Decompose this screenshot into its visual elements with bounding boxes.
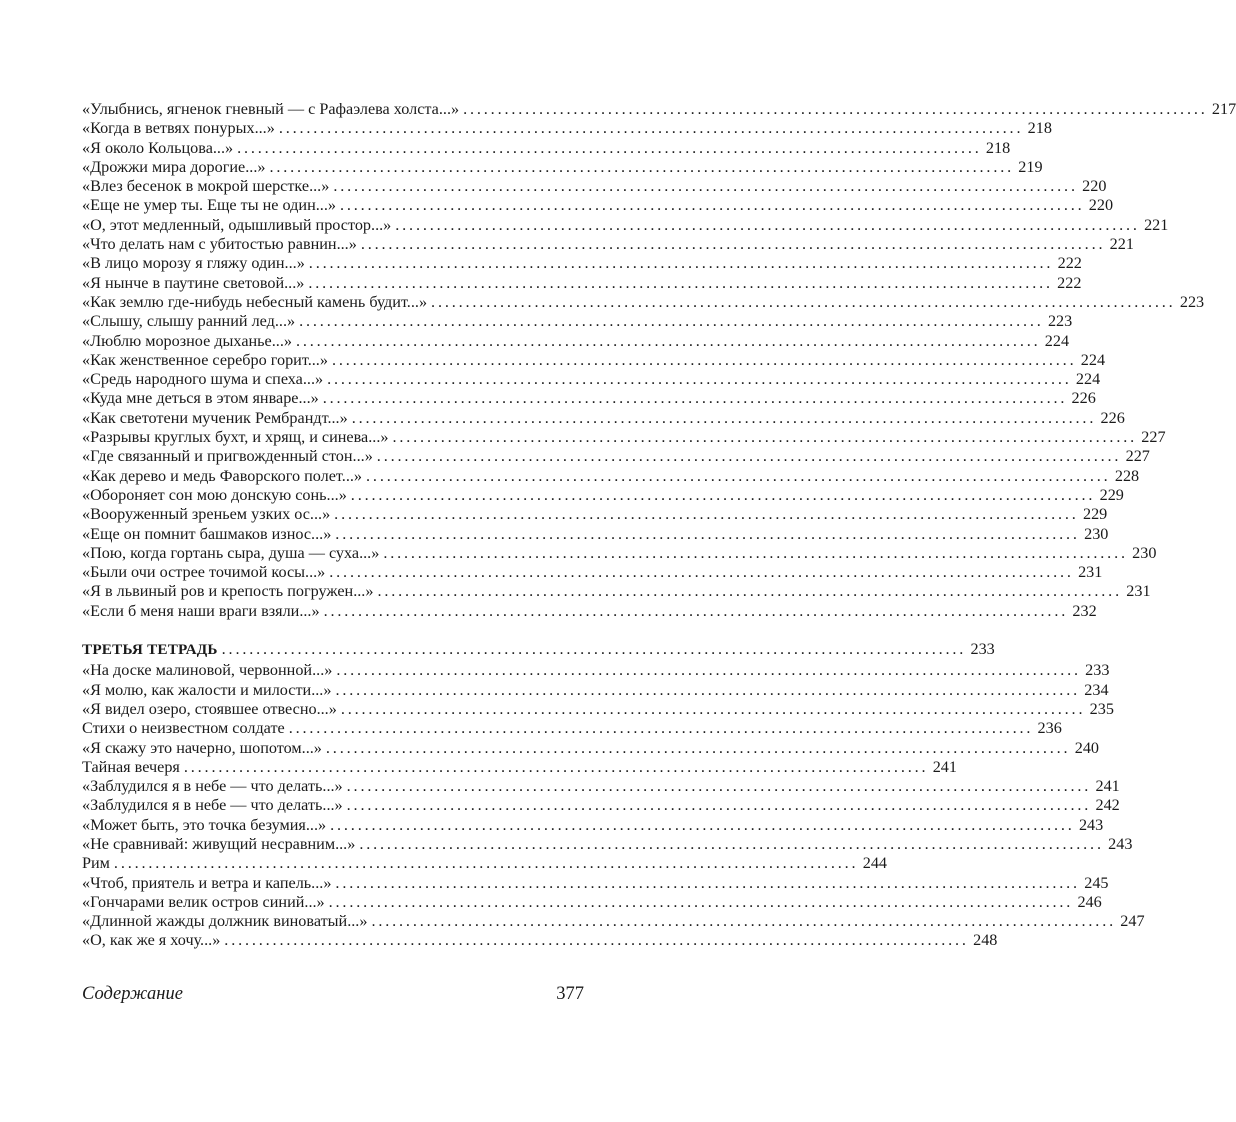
toc-entry-title: «О, как же я хочу...»	[82, 931, 221, 950]
toc-entry-page-number: 246	[1077, 892, 1102, 911]
dot-leader	[335, 525, 1076, 544]
dot-leader	[326, 739, 1067, 758]
toc-entry-title: «Заблудился я в небе — что делать...»	[82, 777, 343, 796]
dot-leader	[377, 447, 1118, 466]
toc-entry-page-number: 223	[1047, 312, 1073, 331]
toc-entry	[82, 873, 1109, 893]
toc-entry	[82, 177, 1107, 196]
dot-leader	[341, 700, 1082, 719]
toc-entry-page-number: 230	[1132, 543, 1157, 562]
toc-entry	[82, 466, 1140, 486]
toc-entry-page-number: 243	[1078, 815, 1104, 834]
toc-entry-title: «Еще он помнит башмаков износ...»	[82, 524, 332, 543]
toc-entry-title: «Дрожжи мира дорогие...»	[82, 157, 266, 176]
toc-entry-page-number: 228	[1114, 466, 1140, 485]
toc-entry-title: «О, этот медленный, одышливый простор...»	[82, 215, 392, 234]
toc-entry	[82, 331, 1070, 351]
dot-leader	[269, 158, 1010, 177]
toc-list-part2	[82, 661, 1145, 950]
toc-entry-page-number: 229	[1082, 505, 1108, 524]
dot-leader	[392, 428, 1133, 447]
dot-leader	[371, 912, 1112, 931]
toc-entry-title: «Я молю, как жалости и милости...»	[82, 680, 332, 699]
dot-leader	[330, 816, 1071, 835]
toc-entry-page-number: 224	[1080, 350, 1106, 369]
toc-entry	[82, 524, 1109, 544]
toc-entry-title: «Вооруженный зреньем узких ос...»	[82, 505, 331, 524]
dot-leader	[329, 893, 1070, 912]
toc-entry	[82, 834, 1133, 854]
toc-entry-page-number: 231	[1126, 582, 1151, 601]
dot-leader	[222, 640, 963, 659]
toc-entry	[82, 428, 1166, 447]
toc-entry	[82, 815, 1104, 835]
toc-entry	[82, 505, 1108, 524]
toc-entry	[82, 408, 1125, 428]
section-gap	[82, 621, 584, 640]
toc-entry-title: «Были очи острее точимой косы...»	[82, 563, 326, 582]
toc-entry	[82, 699, 1114, 719]
toc-entry-title: «Длинной жажды должник виноватый...»	[82, 912, 368, 931]
toc-entry-title: «Если б меня наши враги взяли...»	[82, 601, 320, 620]
toc-entry	[82, 370, 1101, 389]
section-title: ТРЕТЬЯ ТЕТРАДЬ	[82, 641, 218, 659]
toc-entry-title: «Где связанный и пригвожденный стон...»	[82, 447, 373, 466]
toc-entry-page-number: 222	[1057, 254, 1082, 273]
toc-entry-page-number: 247	[1120, 912, 1145, 931]
dot-leader	[431, 293, 1172, 312]
toc-entry-page-number: 230	[1084, 524, 1109, 543]
toc-entry-title: Рим	[82, 854, 110, 873]
dot-leader	[324, 602, 1065, 621]
toc-entry	[82, 235, 1134, 254]
toc-entry-page-number: 243	[1108, 834, 1133, 853]
toc-entry	[82, 196, 1114, 215]
dot-leader	[323, 389, 1064, 408]
toc-entry-page-number: 232	[1072, 601, 1097, 620]
toc-entry-title: «Обороняет сон мою донскую сонь...»	[82, 485, 347, 504]
section-heading-row	[82, 640, 995, 659]
dot-leader	[366, 467, 1107, 486]
toc-entry-title: «В лицо морозу я гляжу один...»	[82, 254, 305, 273]
toc-entry	[82, 931, 998, 950]
dot-leader	[335, 681, 1076, 700]
toc-entry	[82, 892, 1102, 912]
toc-entry-page-number: 223	[1179, 292, 1205, 311]
toc-entry-page-number: 233	[1085, 661, 1110, 680]
toc-entry-title: «Я видел озеро, стоявшее отвесно...»	[82, 699, 337, 718]
toc-entry-title: «Гончарами велик остров синий...»	[82, 892, 325, 911]
toc-entry-page-number: 241	[932, 757, 957, 776]
toc-entry-page-number: 227	[1125, 447, 1150, 466]
toc-entry-title: «Влез бесенок в мокрой шерстке...»	[82, 177, 330, 196]
toc-entry	[82, 543, 1157, 563]
dot-leader	[347, 796, 1088, 815]
toc-entry-page-number: 236	[1037, 719, 1062, 738]
toc-entry	[82, 738, 1099, 758]
toc-entry	[82, 389, 1096, 408]
dot-leader	[308, 274, 1049, 293]
toc-entry	[82, 138, 1011, 158]
dot-leader	[361, 235, 1102, 254]
dot-leader	[383, 544, 1124, 563]
running-footer-title: Содержание	[82, 984, 183, 1004]
dot-leader	[334, 505, 1075, 524]
dot-leader	[309, 254, 1050, 273]
toc-entry-title: «Заблудился я в небе — что делать...»	[82, 796, 343, 815]
toc-entry-page-number: 231	[1078, 563, 1103, 582]
toc-entry-title: «Куда мне деться в этом январе...»	[82, 389, 319, 408]
toc-entry	[82, 273, 1082, 293]
dot-leader	[296, 332, 1037, 351]
toc-entry-page-number: 241	[1095, 777, 1120, 796]
dot-leader	[184, 758, 925, 777]
toc-entry	[82, 680, 1109, 700]
toc-entry	[82, 350, 1106, 370]
toc-entry-page-number: 226	[1100, 408, 1125, 427]
toc-entry-title: «Я скажу это начерно, шопотом...»	[82, 738, 322, 757]
toc-entry	[82, 601, 1097, 621]
section-page-number: 233	[970, 640, 995, 659]
toc-entry	[82, 215, 1169, 235]
toc-entry-title: «Слышу, слышу ранний лед...»	[82, 312, 296, 331]
dot-leader	[395, 216, 1136, 235]
dot-leader	[299, 312, 1040, 331]
toc-entry-page-number: 229	[1099, 485, 1124, 504]
toc-entry-page-number: 218	[985, 138, 1011, 157]
toc-entry-title: Стихи о неизвестном солдате	[82, 719, 285, 738]
toc-entry	[82, 119, 1052, 138]
table-of-contents	[82, 100, 1236, 951]
toc-list-part1	[82, 100, 1236, 621]
toc-entry-title: «Как светотени мученик Рембрандт...»	[82, 408, 348, 427]
toc-entry	[82, 854, 888, 873]
toc-entry	[82, 912, 1145, 931]
toc-entry-title: «Я в львиный ров и крепость погружен...»	[82, 582, 374, 601]
toc-entry-page-number: 226	[1071, 389, 1096, 408]
toc-entry-title: «Еще не умер ты. Еще ты не один...»	[82, 196, 336, 215]
dot-leader	[463, 100, 1204, 119]
toc-entry-page-number: 217	[1211, 100, 1236, 118]
dot-leader	[347, 777, 1088, 796]
toc-entry-page-number: 220	[1088, 196, 1114, 215]
toc-entry-page-number: 221	[1144, 215, 1169, 234]
toc-entry-title: «Когда в ветвях понурых...»	[82, 119, 275, 138]
toc-entry	[82, 447, 1150, 466]
toc-entry-title: «Люблю морозное дыханье...»	[82, 331, 292, 350]
dot-leader	[352, 409, 1093, 428]
page-footer	[82, 984, 584, 1005]
dot-leader	[333, 177, 1074, 196]
toc-entry-title: «Я около Кольцова...»	[82, 138, 234, 157]
toc-entry-page-number: 234	[1084, 680, 1109, 699]
toc-entry	[82, 719, 1062, 738]
toc-entry-title: «Улыбнись, ягненок гневный — с Рафаэлева холста...»	[82, 100, 460, 118]
dot-leader	[114, 854, 855, 873]
toc-entry	[82, 157, 1043, 177]
toc-entry	[82, 292, 1205, 312]
toc-entry-page-number: 245	[1084, 873, 1109, 892]
toc-entry-title: «Средь народного шума и спеха...»	[82, 370, 324, 389]
dot-leader	[329, 563, 1070, 582]
toc-entry-title: «Может быть, это точка безумия...»	[82, 815, 327, 834]
toc-entry-page-number: 224	[1075, 370, 1101, 389]
toc-entry-page-number: 220	[1082, 177, 1107, 196]
toc-entry-title: «Как землю где-нибудь небесный камень будит...»	[82, 292, 428, 311]
toc-entry-page-number: 222	[1057, 273, 1082, 292]
toc-entry-page-number: 235	[1089, 699, 1114, 718]
toc-entry-title: «Что делать нам с убитостью равнин...»	[82, 235, 357, 254]
toc-entry	[82, 312, 1073, 331]
toc-entry-title: «Как дерево и медь Фаворского полет...»	[82, 466, 363, 485]
dot-leader	[327, 370, 1068, 389]
toc-entry-page-number: 240	[1074, 738, 1099, 757]
toc-entry-page-number: 248	[973, 931, 998, 950]
toc-entry-page-number: 224	[1044, 331, 1070, 350]
dot-leader	[289, 719, 1030, 738]
toc-entry-page-number: 244	[862, 854, 888, 873]
toc-entry-title: «Разрывы круглых бухт, и хрящ, и синева...»	[82, 428, 389, 447]
dot-leader	[340, 196, 1081, 215]
toc-entry	[82, 796, 1120, 815]
toc-entry-page-number: 218	[1027, 119, 1052, 138]
toc-entry	[82, 563, 1103, 582]
toc-entry-title: «Я нынче в паутине световой...»	[82, 273, 305, 292]
dot-leader	[332, 351, 1073, 370]
dot-leader	[237, 139, 978, 158]
dot-leader	[335, 874, 1076, 893]
toc-entry	[82, 100, 1236, 119]
dot-leader	[224, 931, 965, 950]
toc-entry-title: «Пою, когда гортань сыра, душа — суха...»	[82, 543, 380, 562]
toc-entry-page-number: 227	[1141, 428, 1166, 447]
toc-entry-title: Тайная вечеря	[82, 757, 180, 776]
dot-leader	[351, 486, 1092, 505]
toc-entry-page-number: 242	[1095, 796, 1120, 815]
toc-entry	[82, 485, 1124, 505]
toc-entry-page-number: 221	[1109, 235, 1134, 254]
toc-entry-page-number: 219	[1018, 157, 1043, 176]
toc-entry-title: «Чтоб, приятель и ветра и капель...»	[82, 873, 332, 892]
folio-page-number: 377	[556, 984, 584, 1004]
toc-entry-title: «Не сравнивай: живущий несравним...»	[82, 834, 356, 853]
toc-entry	[82, 661, 1110, 680]
toc-entry	[82, 582, 1151, 601]
toc-entry-title: «Как женственное серебро горит...»	[82, 350, 328, 369]
toc-entry	[82, 777, 1120, 796]
toc-entry	[82, 254, 1082, 273]
dot-leader	[359, 835, 1100, 854]
dot-leader	[377, 582, 1118, 601]
toc-entry	[82, 757, 957, 777]
dot-leader	[279, 119, 1020, 138]
dot-leader	[336, 661, 1077, 680]
toc-entry-title: «На доске малиновой, червонной...»	[82, 661, 333, 680]
